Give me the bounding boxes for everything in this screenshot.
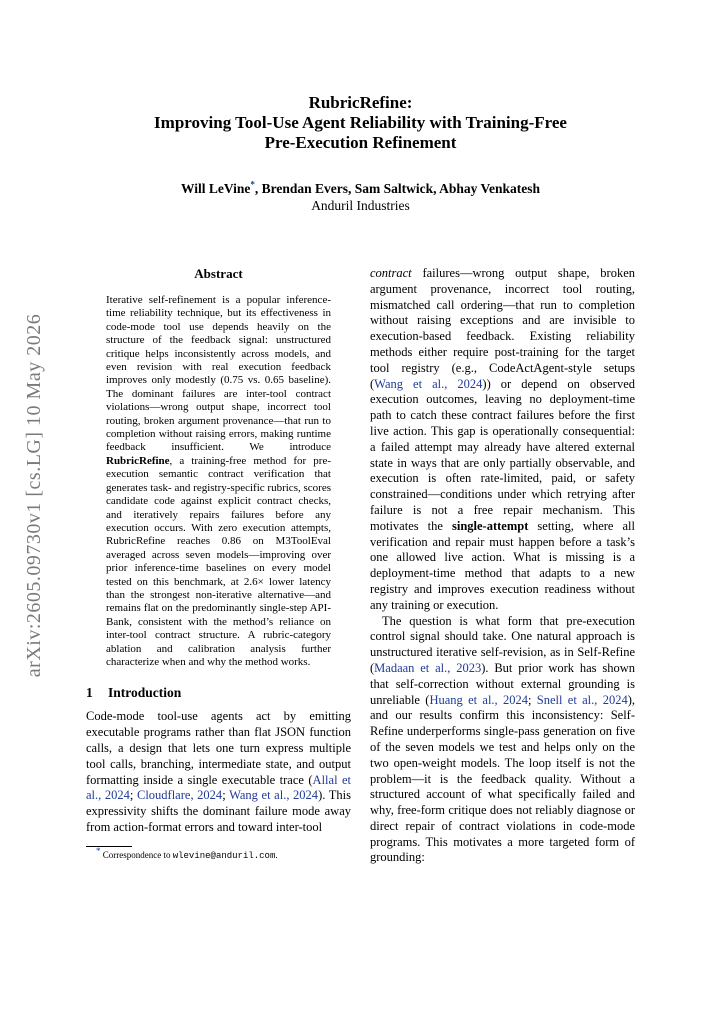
intro-p2-b: ). But prior work has shown that self-correction without external grounding is unreliable ( [370,660,635,707]
single-attempt-term: single-attempt [451,518,529,533]
cite-separator: ; [129,788,137,803]
intro-paragraph-2 [370,614,635,867]
footnote-end: . [275,849,278,860]
paper-title [0,93,721,153]
correspondence-email[interactable]: wlevine@anduril.com [172,850,276,861]
intro-paragraph-1-cont [370,266,635,614]
intro-text-c: failures—wrong output shape, broken argument provenance, incorrect tool routing, mismatched call ordering—that run to completion without raising exceptions and are invisible to execution-based feedback. Existing reliability methods either require post-training for the target tool registry (e.g., CodeActAgent-style setups ( [370,266,635,391]
section-number: 1 [86,685,93,701]
cite-separator: ; [222,788,230,803]
abstract-heading: Abstract [194,266,243,281]
intro-p2-c: ), and our results confirm this inconsistency: Self-Refine underperforms single-pass generation on five of the seven models we test and helps only on the two open-weight models. The loop itself is not the problem—it is the feedback quality. Without a structured account of what specifically failed and why, free-form critique does not reliably diagnose or direct repair of contract violations in code-mode programs. This motivates a more targeted form of grounding: [370,692,635,865]
abstract-part-2: , a training-free method for pre-execution semantic contract verification that generates task- and registry-specific rubrics, scores candidate code against explicit contract checks, and iteratively repairs failures before any execution occurs. With zero execution attempts, RubricRefine reaches 0.86 on M3ToolEval averaged across seven models—improving over prior inference-time baselines on every model tested on this benchmark, at 2.6× lower latency than the strongest non-iterative alternative—and remains flat on the predominantly single-step API-Bank, consistent with the method’s reliance on inter-tool contract structure. A rubric-category ablation and calibration analysis further characterize when and why the method works. [106,454,331,668]
arxiv-stamp-text: arXiv:2605.09730v1 [cs.LG] 10 May 2026 [23,313,46,677]
abstract-text [106,294,331,669]
intro-text-a: Code-mode tool-use agents act by emitting executable programs rather than flat JSON function calls, a design that lets one turn express multiple tool calls, branching, intermediate state, and output formatting inside a single executable trace ( [86,709,351,787]
title-line-3: Pre-Execution Refinement [264,133,457,152]
author-list [0,180,721,197]
contract-emphasis: contract [370,266,412,280]
first-author: Will LeVine [180,181,251,196]
abstract-part-1: Iterative self-refinement is a popular inference-time reliability technique, but its effectiveness in code-mode tool use depends heavily on the structure of the feedback signal: unstructured critique helps inconsistently across models, and even revision with real execution feedback improves only modestly (0.75 vs. 0.65 baseline). The dominant failures are inter-tool contract violations—wrong output shape, incorrect tool routing, broken argument provenance—that run to completion without raising errors, making runtime feedback insufficient. We introduce [106,294,331,454]
intro-paragraph-1-start [86,709,351,835]
citation-wang-1[interactable]: Wang et al., 2024 [229,788,319,803]
correspondence-mark[interactable]: * [250,179,255,190]
citation-cloudflare[interactable]: Cloudflare, 2024 [136,788,223,803]
arxiv-stamp [18,295,52,695]
cite-separator: ; [528,692,537,707]
citation-huang[interactable]: Huang et al., 2024 [429,692,528,707]
intro-text-d: )) or depend on observed execution outcomes, leaving no deployment-time path to catch these contract failures before the first live action. This gap is operationally consequential: a failed attempt may already have altered external state in ways that are only partially observable, and execution is often rate-limited, paid, or safety constrained—conditions under which retrying after failure is not a free repair mechanism. This motivates the [370,376,635,533]
intro-text-b: ). This expressivity shifts the dominant failure mode away from action-format errors and toward inter-tool [86,788,351,834]
citation-allal[interactable]: Allal et al., 2024 [86,772,351,803]
footnote [86,845,351,862]
citation-madaan[interactable]: Madaan et al., 2023 [374,660,482,675]
footnote-rule [86,846,132,847]
section-title: Introduction [108,685,182,701]
affiliation: Anduril Industries [311,198,410,213]
citation-wang-2[interactable]: Wang et al., 2024 [374,376,483,391]
other-authors: , Brendan Evers, Sam Saltwick, Abhay Venkatesh [254,181,541,196]
title-line-2: Improving Tool-Use Agent Reliability with Training-Free [154,113,567,132]
intro-p2-a: The question is what form that pre-execution control signal should take. One natural approach is unstructured iterative self-revision, as in Self-Refine ( [370,613,635,675]
footnote-mark: * [96,845,101,856]
intro-heading [86,685,351,701]
method-name: RubricRefine [106,454,170,467]
title-line-1: RubricRefine: [308,93,413,112]
left-column [86,266,351,862]
right-column [370,266,635,866]
citation-snell[interactable]: Snell et al., 2024 [536,692,628,707]
author-block [0,180,721,214]
intro-text-e: setting, where all verification and repair must happen before a task’s one allowed live action. What is missing is a deployment-time method that adapts to a new registry and improves execution readiness without any training or execution. [370,518,635,612]
footnote-text: Correspondence to [100,849,173,860]
